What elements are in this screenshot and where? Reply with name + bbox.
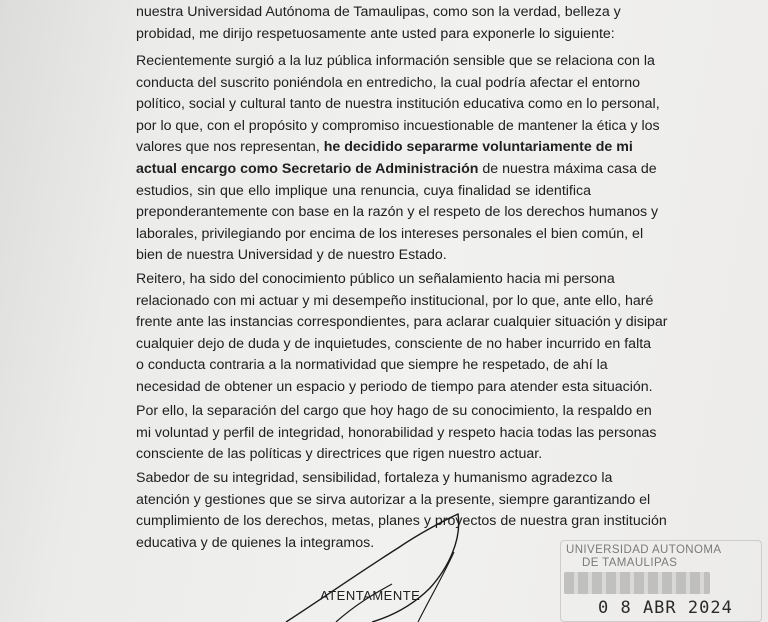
bold-decision-text: actual encargo como Secretario de Administración <box>136 160 479 177</box>
stamp-line: UNIVERSIDAD AUTONOMA <box>566 544 722 556</box>
received-stamp <box>560 540 768 622</box>
text-line: o conducta contraria a la normatividad que siempre he respetado, de ahí la <box>136 357 608 374</box>
text-line: Por ello, la separación del cargo que hoy hago de su conocimiento, la respaldo en <box>136 403 652 419</box>
stamp-date: 0 8 ABR 2024 <box>598 598 733 618</box>
text-line: laborales, privilegiando por encima de los intereses personales el bien común, el <box>136 225 644 242</box>
text-line: atención y gestiones que se sirva autorizar a la presente, siempre garantizando el <box>136 491 651 508</box>
text-line: preponderantemente con base en la razón y el respeto de los derechos humanos y <box>136 204 659 221</box>
text-segment: valores que nos representan, <box>136 139 324 156</box>
text-line: Recientemente surgió a la luz pública información sensible que se relaciona con la <box>136 53 655 69</box>
text-line: político, social y cultural tanto de nuestra institución educativa como en lo personal, <box>136 96 660 113</box>
text-line: educativa y de quienes la integramos. <box>136 534 375 551</box>
text-line: cualquier dejo de duda y de inquietudes, consciente de no haber incurrido en falta <box>136 335 652 352</box>
bold-decision-text: he decidido separarme voluntariamente de mi <box>323 139 633 156</box>
stamp-faded-mark <box>564 572 710 594</box>
text-line: conducta del suscrito poniéndola en entredicho, la cual podría afectar el entorno <box>136 74 640 91</box>
text-line: relacionado con mi actuar y mi desempeño institucional, por lo que, ante ello, haré <box>136 292 654 309</box>
text-line: mi voluntad y perfil de integridad, honorabilidad y respeto hacia todas las personas <box>136 424 657 441</box>
text-line: frente ante las instancias correspondientes, para aclarar cualquier situación y disipar <box>136 314 668 331</box>
text-line: estudios, sin que ello implique una renuncia, cuya finalidad se identifica <box>136 182 591 199</box>
stamp-line: DE TAMAULIPAS <box>582 557 678 569</box>
text-line: nuestra Universidad Autónoma de Tamaulipas, como son la verdad, belleza y <box>136 4 621 20</box>
text-line: necesidad de obtener un espacio y periodo de tiempo para atender esta situación. <box>136 378 653 395</box>
text-line: cumplimiento de los derechos, metas, planes y proyectos de nuestra gran institución <box>136 513 667 530</box>
text-segment: de nuestra máxima casa de <box>478 160 657 177</box>
text-line: Reitero, ha sido del conocimiento público un señalamiento hacia mi persona <box>136 271 615 287</box>
text-line: por lo que, con el propósito y compromiso incuestionable de mantener la ética y los <box>136 117 660 134</box>
text-line: probidad, me dirijo respetuosamente ante usted para exponerle lo siguiente: <box>136 25 615 42</box>
text-line: consciente de las políticas y directrices que rigen nuestro actuar. <box>136 446 543 463</box>
closing-text: ATENTAMENTE <box>320 588 421 603</box>
stamp-institution <box>566 544 721 570</box>
text-line: bien de nuestra Universidad y de nuestro Estado. <box>136 247 447 264</box>
text-line: Sabedor de su integridad, sensibilidad, fortaleza y humanismo agradezco la <box>136 470 613 486</box>
